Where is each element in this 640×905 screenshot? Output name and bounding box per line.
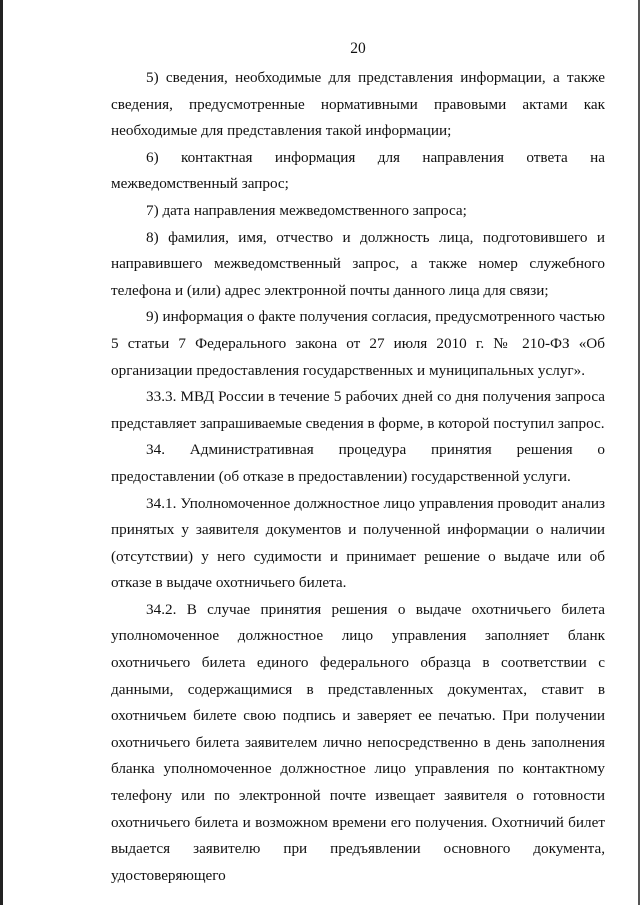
paragraph-text: 6) контактная информация для направления ответа на межведомственный запрос;: [111, 148, 605, 193]
paragraph-text: 7) дата направления межведомственного запроса;: [146, 201, 467, 219]
paragraph-33-3: [111, 384, 605, 437]
paragraph-item-5: [111, 65, 605, 145]
paragraph-text: 33.3. МВД России в течение 5 рабочих дней со дня получения запроса представляет запрашиваемые сведения в форме, в которой поступил запрос.: [111, 388, 605, 432]
page-number: 20: [350, 40, 366, 57]
paragraph-text: 5) сведения, необходимые для представления информации, а также сведения, предусмотренные нормативными правовыми актами как необходимые для представления такой информации;: [111, 69, 605, 140]
paragraph-34-1: [111, 491, 605, 597]
paragraph-34: [111, 437, 605, 490]
paragraph-text: 9) информация о факте получения согласия, предусмотренного частью 5 статьи 7 Федерального закона от 27 июля 2010 г. № 210-ФЗ «Об организации предоставления государственных и муниципальных услуг».: [111, 308, 605, 379]
paragraph-item-9: [111, 304, 605, 384]
paragraph-item-7: [111, 198, 605, 225]
paragraph-text: 34. Административная процедура принятия решения о предоставлении (об отказе в предоставлении) государственной услуги.: [111, 441, 605, 485]
paragraph-34-2: [111, 597, 605, 890]
paragraph-text: 34.2. В случае принятия решения о выдаче охотничьего билета уполномоченное должностное лицо управления заполняет бланк охотничьего билета единого федерального образца в соответствии с данными, содержащимися в представленных документах, ставит в охотничьем билете свою подпись и заверяет ее печатью. При получении охотничьего билета заявителем лично непосредственно в день заполнения бланка уполномоченное должностное лицо управления по контактному телефону или по электронной почте извещает заявителя о готовности охотничьего билета и возможном времени его получения. Охотничий билет выдается заявителю при предъявлении основного документа, удостоверяющего: [111, 600, 605, 884]
paragraph-item-8: [111, 225, 605, 305]
paragraph-text: 34.1. Уполномоченное должностное лицо управления проводит анализ принятых у заявителя документов и полученной информации о наличии (отсутствии) у него судимости и принимает решение о выдаче или об отказе в выдаче охотничьего билета.: [111, 494, 605, 592]
paragraph-text: 8) фамилия, имя, отчество и должность лица, подготовившего и направившего межведомственный запрос, а также номер служебного телефона и (или) адрес электронной почты данного лица для связи;: [111, 228, 605, 299]
page-left-edge: [0, 0, 3, 905]
document-body: [111, 65, 605, 889]
paragraph-item-6: [111, 145, 605, 198]
